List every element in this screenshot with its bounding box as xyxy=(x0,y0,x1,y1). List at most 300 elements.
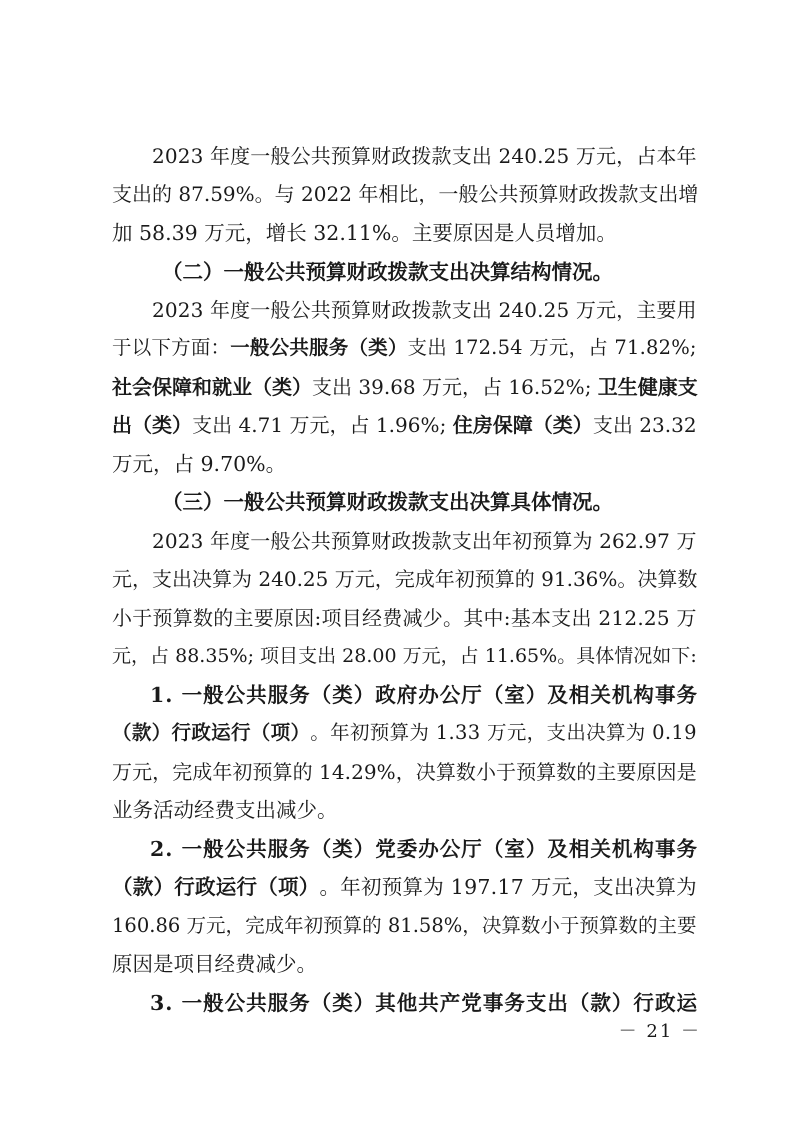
text-glyph: 支 xyxy=(592,413,613,437)
text-glyph: 支 xyxy=(677,375,698,399)
text-glyph: 般 xyxy=(203,991,224,1015)
text-glyph: 算 xyxy=(402,875,423,899)
text-glyph: 0 xyxy=(164,529,178,553)
text-glyph: 行 xyxy=(171,721,191,744)
text-glyph: 。 xyxy=(319,875,340,899)
text-glyph: 1 xyxy=(626,336,640,359)
text-glyph: 共 xyxy=(498,182,519,206)
text-glyph: . xyxy=(344,760,351,784)
text-line xyxy=(112,564,697,594)
text-glyph: 财 xyxy=(371,298,392,322)
text-line xyxy=(152,295,697,325)
text-glyph: 8 xyxy=(387,914,401,937)
text-glyph: 1 xyxy=(319,760,332,784)
text-glyph: 拨 xyxy=(411,529,432,553)
text-glyph: 减 xyxy=(402,606,423,630)
text-glyph: 般 xyxy=(249,336,270,359)
text-glyph: 8 xyxy=(178,182,192,206)
text-glyph: 6 xyxy=(124,914,137,937)
text-glyph: 1 xyxy=(435,721,449,744)
text-glyph: 增 xyxy=(678,182,699,206)
text-glyph: 及 xyxy=(547,837,568,861)
text-glyph: 为 xyxy=(572,529,593,553)
text-glyph: 的 xyxy=(637,914,658,937)
text-glyph: 支 xyxy=(551,606,572,630)
page-number: － 21 － xyxy=(618,1021,701,1042)
text-glyph: 占 xyxy=(150,645,170,667)
text-glyph: 于 xyxy=(496,760,517,784)
text-glyph: 0 xyxy=(164,144,178,168)
text-glyph: 下 xyxy=(671,645,691,667)
text-glyph: 关 xyxy=(590,837,611,861)
text-glyph: 元 xyxy=(309,413,330,437)
text-glyph: ） xyxy=(353,683,375,707)
text-segment: 业务活动经费支出减少。 xyxy=(112,798,338,822)
text-glyph: ） xyxy=(298,875,320,899)
text-glyph: 年 xyxy=(434,567,455,591)
text-glyph: 9 xyxy=(395,413,408,437)
text-glyph: 年 xyxy=(210,298,230,322)
text-glyph xyxy=(480,718,486,748)
text-glyph: 他 xyxy=(396,991,418,1015)
text-glyph: 元 xyxy=(112,645,132,667)
text-line xyxy=(150,988,697,1018)
text-glyph: 出 xyxy=(612,413,633,437)
text-glyph: . xyxy=(251,413,258,437)
text-glyph: . xyxy=(491,336,498,359)
text-glyph: 主 xyxy=(596,760,617,784)
text-glyph: 2 xyxy=(351,760,364,784)
text-glyph: 于 xyxy=(132,606,153,630)
text-glyph xyxy=(593,526,599,556)
text-glyph: 本 xyxy=(531,606,551,630)
text-glyph: 比 xyxy=(398,182,419,206)
text-glyph: 原 xyxy=(274,606,294,630)
text-glyph: 2 xyxy=(643,606,657,630)
text-glyph: 数 xyxy=(455,760,476,784)
text-glyph: 款 xyxy=(431,529,452,553)
text-glyph: 。 xyxy=(557,645,577,667)
text-glyph: 3 xyxy=(671,413,684,437)
text-glyph: 中 xyxy=(483,606,504,630)
text-glyph: 方 xyxy=(171,336,191,359)
text-glyph: 算 xyxy=(605,721,626,744)
text-glyph: 算 xyxy=(350,298,371,322)
text-glyph: 算 xyxy=(655,875,676,899)
text-glyph: 4 xyxy=(511,298,525,322)
text-glyph: 为 xyxy=(625,721,646,744)
text-glyph: 出 xyxy=(427,336,447,359)
text-glyph: . xyxy=(296,567,303,591)
text-glyph: 元 xyxy=(206,914,226,937)
text-glyph: 要 xyxy=(616,760,637,784)
text-glyph: 完 xyxy=(394,567,415,591)
text-glyph: 数 xyxy=(677,567,698,591)
text-glyph: 8 xyxy=(645,336,659,359)
text-glyph: ） xyxy=(172,413,193,437)
text-glyph: 数 xyxy=(618,914,638,937)
text-glyph: 算 xyxy=(342,914,363,937)
text-glyph: 事 xyxy=(654,837,676,861)
text-glyph: （ xyxy=(310,991,332,1015)
text-glyph: ， xyxy=(395,760,416,784)
text-glyph: 预 xyxy=(252,760,273,784)
text-glyph: % xyxy=(539,645,558,667)
text-glyph: 6 xyxy=(612,529,625,553)
text-glyph: 5 xyxy=(556,298,570,322)
text-glyph: 公 xyxy=(439,837,461,861)
text-glyph xyxy=(492,141,498,171)
text-glyph: 出 xyxy=(212,413,233,437)
text-glyph: 服 xyxy=(267,683,289,707)
text-glyph: 4 xyxy=(238,413,252,437)
text-line xyxy=(112,603,697,633)
text-glyph: 0 xyxy=(524,298,537,322)
text-glyph: 支 xyxy=(525,991,547,1015)
text-glyph: . xyxy=(664,413,672,437)
text-glyph: 出 xyxy=(471,144,492,168)
text-glyph: 初 xyxy=(232,760,253,784)
text-glyph: 房 xyxy=(472,413,493,437)
text-glyph: 运 xyxy=(676,991,697,1015)
text-glyph: ） xyxy=(572,413,593,437)
text-glyph: 基 xyxy=(510,606,531,630)
text-glyph: （ xyxy=(252,375,272,399)
text-glyph: 2 xyxy=(177,144,191,168)
text-glyph: 6 xyxy=(407,413,421,437)
text-glyph: 年 xyxy=(284,914,304,937)
text-glyph: 预 xyxy=(152,606,173,630)
text-glyph: 1 xyxy=(270,413,284,437)
text-glyph: （ xyxy=(348,336,368,359)
text-glyph: 主 xyxy=(657,914,677,937)
text-glyph: 5 xyxy=(527,645,540,667)
text-glyph: 万 xyxy=(289,413,310,437)
text-glyph: 的 xyxy=(292,760,313,784)
text-glyph: （ xyxy=(310,837,332,861)
text-glyph: 5 xyxy=(556,144,570,168)
text-glyph: 室 xyxy=(504,683,525,707)
text-glyph: 款 xyxy=(431,144,452,168)
text-glyph: 占 xyxy=(482,375,503,399)
text-glyph xyxy=(492,295,498,325)
text-glyph: % xyxy=(598,567,618,591)
text-glyph: % xyxy=(235,182,255,206)
text-glyph: 0 xyxy=(524,144,537,168)
text-line xyxy=(150,834,697,864)
text-glyph: . xyxy=(637,529,645,553)
text-glyph: 0 xyxy=(136,914,150,937)
text-glyph: 目 xyxy=(279,645,299,667)
text-glyph: . xyxy=(383,375,391,399)
text-glyph: 运 xyxy=(215,875,237,899)
text-glyph: 9 xyxy=(371,375,384,399)
text-glyph xyxy=(592,603,598,633)
text-glyph: 产 xyxy=(439,991,461,1015)
text-glyph: 6 xyxy=(514,645,528,667)
text-glyph: 年 xyxy=(210,144,230,168)
text-glyph: 党 xyxy=(461,991,482,1015)
text-glyph: 为 xyxy=(409,721,429,744)
text-glyph: 其 xyxy=(375,991,396,1015)
text-glyph: 支 xyxy=(451,529,472,553)
text-glyph: 年 xyxy=(491,529,512,553)
text-glyph xyxy=(524,872,531,902)
text-line xyxy=(112,757,697,787)
text-glyph: . xyxy=(412,914,419,937)
text-glyph: 和 xyxy=(192,375,212,399)
text-glyph: 5 xyxy=(210,182,223,206)
text-glyph: 2 xyxy=(624,529,638,553)
text-glyph: 1 xyxy=(553,567,567,591)
text-glyph: 完 xyxy=(245,914,265,937)
text-glyph: 算 xyxy=(350,144,371,168)
text-glyph: 的 xyxy=(576,760,597,784)
text-glyph: 情 xyxy=(614,645,634,667)
text-glyph: 算 xyxy=(494,567,515,591)
text-glyph: 要 xyxy=(656,298,677,322)
text-line xyxy=(112,333,697,363)
text-glyph: 如 xyxy=(652,645,672,667)
text-glyph: 于 xyxy=(112,336,132,359)
text-glyph: 8 xyxy=(175,645,188,667)
text-glyph: 0 xyxy=(283,567,297,591)
text-line xyxy=(112,410,697,440)
text-glyph: 决 xyxy=(586,721,606,744)
text-glyph: ， xyxy=(568,336,589,359)
text-glyph: 况 xyxy=(633,645,653,667)
text-glyph: 7 xyxy=(614,336,627,359)
text-glyph: 7 xyxy=(257,413,271,437)
text-glyph: 政 xyxy=(391,144,412,168)
text-glyph: 共 xyxy=(246,991,267,1015)
text-glyph: . xyxy=(203,182,211,206)
text-glyph: 务 xyxy=(504,991,525,1015)
text-glyph: 决 xyxy=(415,760,436,784)
text-glyph: 年 xyxy=(330,721,350,744)
text-glyph: 原 xyxy=(636,760,657,784)
text-glyph: 经 xyxy=(362,606,382,630)
text-glyph: 行 xyxy=(174,875,195,899)
text-glyph: 支 xyxy=(451,298,472,322)
text-glyph: 共 xyxy=(418,991,439,1015)
text-glyph: 出 xyxy=(317,645,337,667)
text-glyph: 务 xyxy=(289,991,310,1015)
text-glyph: 具 xyxy=(576,645,596,667)
text-glyph: 4 xyxy=(511,144,525,168)
text-glyph xyxy=(429,718,435,748)
text-glyph: ; xyxy=(439,413,447,437)
text-glyph: 的 xyxy=(152,182,172,206)
text-glyph: 构 xyxy=(633,837,654,861)
text-glyph: 2 xyxy=(150,837,165,861)
text-glyph: 政 xyxy=(391,529,412,553)
text-glyph: . xyxy=(508,645,515,667)
text-glyph: 3 xyxy=(190,144,204,168)
text-glyph: 3 xyxy=(205,645,218,667)
text-glyph: 。 xyxy=(617,567,638,591)
text-glyph: 3 xyxy=(467,721,481,744)
text-glyph: 障 xyxy=(512,413,533,437)
text-glyph: 预 xyxy=(532,529,553,553)
text-glyph: 万 xyxy=(676,606,697,630)
text-glyph: 3 xyxy=(190,529,204,553)
text-glyph: 少 xyxy=(422,606,443,630)
text-glyph: 4 xyxy=(510,336,523,359)
text-glyph: 支 xyxy=(451,144,472,168)
text-glyph: 8 xyxy=(187,645,200,667)
text-glyph: ） xyxy=(292,375,312,399)
text-glyph: . xyxy=(490,875,498,899)
text-glyph: 2 xyxy=(543,298,557,322)
text-glyph: 1 xyxy=(375,413,389,437)
text-glyph: 算 xyxy=(598,914,619,937)
text-glyph: 出 xyxy=(471,529,492,553)
text-glyph: ， xyxy=(572,875,593,899)
text-glyph: 2 xyxy=(478,336,491,359)
text-glyph: 万 xyxy=(487,721,507,744)
text-line xyxy=(112,718,697,748)
text-glyph: 万 xyxy=(676,529,697,553)
text-glyph: 一 xyxy=(250,298,271,322)
text-glyph: . xyxy=(199,645,206,667)
text-glyph: 5 xyxy=(497,336,510,359)
text-glyph: 的 xyxy=(514,567,535,591)
text-glyph: 为 xyxy=(232,567,252,591)
text-glyph: ， xyxy=(462,914,482,937)
text-glyph: 支 xyxy=(312,375,332,399)
text-glyph: 占 xyxy=(459,645,479,667)
text-glyph: ， xyxy=(526,721,547,744)
text-glyph: 小 xyxy=(540,914,560,937)
text-glyph: 卫 xyxy=(597,375,618,399)
text-glyph: （ xyxy=(568,991,590,1015)
text-glyph: 0 xyxy=(384,645,397,667)
text-glyph: 支 xyxy=(593,875,614,899)
text-glyph: 共 xyxy=(246,683,267,707)
text-glyph: 元 xyxy=(595,298,616,322)
text-glyph: 度 xyxy=(230,529,251,553)
text-glyph: （ xyxy=(132,413,153,437)
text-glyph: 支 xyxy=(407,336,428,359)
text-glyph: 政 xyxy=(654,991,676,1015)
text-glyph: 务 xyxy=(676,683,697,707)
text-glyph: 行 xyxy=(236,875,257,899)
text-glyph: 元 xyxy=(595,144,616,168)
text-glyph: 预 xyxy=(369,721,390,744)
text-glyph: 本 xyxy=(656,144,677,168)
text-glyph: 2 xyxy=(258,567,272,591)
text-glyph xyxy=(173,834,180,864)
text-glyph: 公 xyxy=(224,991,246,1015)
text-glyph: （ xyxy=(112,721,132,744)
text-glyph: 4 xyxy=(331,760,345,784)
text-glyph: 一 xyxy=(250,144,271,168)
text-glyph: 出 xyxy=(571,606,592,630)
text-glyph: . xyxy=(165,991,173,1015)
text-glyph: % xyxy=(229,645,248,667)
text-glyph: 年 xyxy=(676,144,697,168)
text-glyph: 万 xyxy=(112,760,132,784)
text-glyph xyxy=(670,603,676,633)
text-glyph: 相 xyxy=(568,837,590,861)
text-glyph: 。 xyxy=(254,182,275,206)
text-glyph: . xyxy=(637,606,644,630)
text-glyph: 支 xyxy=(638,182,659,206)
text-glyph: 体 xyxy=(595,645,615,667)
text-glyph: 数 xyxy=(520,914,541,937)
text-glyph: 度 xyxy=(230,298,251,322)
text-glyph: 2 xyxy=(326,182,340,206)
text-glyph: 政 xyxy=(195,875,216,899)
text-glyph: 支 xyxy=(192,413,213,437)
text-glyph: 9 xyxy=(222,182,236,206)
text-glyph: 2 xyxy=(152,144,165,168)
text-glyph: 2 xyxy=(301,182,314,206)
text-glyph: 万 xyxy=(530,875,552,899)
text-glyph: （ xyxy=(257,875,278,899)
text-glyph: 1 xyxy=(671,721,684,744)
text-glyph: 2 xyxy=(683,413,697,437)
text-glyph: 障 xyxy=(172,375,192,399)
text-glyph: 般 xyxy=(270,144,291,168)
text-glyph: 6 xyxy=(585,567,599,591)
text-glyph: 2 xyxy=(598,606,612,630)
text-glyph: 一 xyxy=(181,991,203,1015)
text-glyph: 的 xyxy=(213,606,234,630)
text-glyph: 项 xyxy=(278,875,299,899)
text-glyph: 室 xyxy=(504,837,525,861)
text-glyph: 初 xyxy=(303,914,324,937)
text-glyph xyxy=(313,757,319,787)
text-glyph: 7 xyxy=(191,182,204,206)
text-glyph: 共 xyxy=(310,144,331,168)
text-line xyxy=(112,795,697,825)
text-glyph: 与 xyxy=(274,182,295,206)
text-glyph xyxy=(204,526,210,556)
text-glyph: : xyxy=(503,606,511,630)
text-glyph: 费 xyxy=(382,606,403,630)
text-glyph: 元 xyxy=(442,375,463,399)
text-glyph: . xyxy=(165,837,173,861)
text-line xyxy=(112,949,697,979)
text-glyph: 务 xyxy=(289,683,310,707)
text-glyph: 0 xyxy=(652,721,665,744)
text-glyph: ） xyxy=(290,721,310,744)
text-glyph: 面 xyxy=(190,336,211,359)
text-glyph: 1 xyxy=(611,606,625,630)
text-glyph: 款 xyxy=(132,875,154,899)
text-glyph: 目 xyxy=(341,606,362,630)
text-glyph: 构 xyxy=(633,683,654,707)
text-line xyxy=(112,372,697,402)
text-glyph: 般 xyxy=(203,837,224,861)
text-glyph xyxy=(670,526,676,556)
text-glyph: 款 xyxy=(131,721,152,744)
text-glyph: 9 xyxy=(644,529,658,553)
text-glyph: 财 xyxy=(371,144,392,168)
text-glyph: 公 xyxy=(224,683,246,707)
text-glyph: 一 xyxy=(181,683,203,707)
text-glyph: 机 xyxy=(611,837,633,861)
text-glyph: 出 xyxy=(658,182,679,206)
text-glyph: 1 xyxy=(150,683,165,707)
text-glyph: ， xyxy=(152,760,173,784)
text-glyph: 5 xyxy=(217,645,230,667)
text-glyph: 7 xyxy=(657,529,670,553)
text-glyph: 款 xyxy=(431,298,452,322)
text-glyph: 及 xyxy=(547,683,568,707)
